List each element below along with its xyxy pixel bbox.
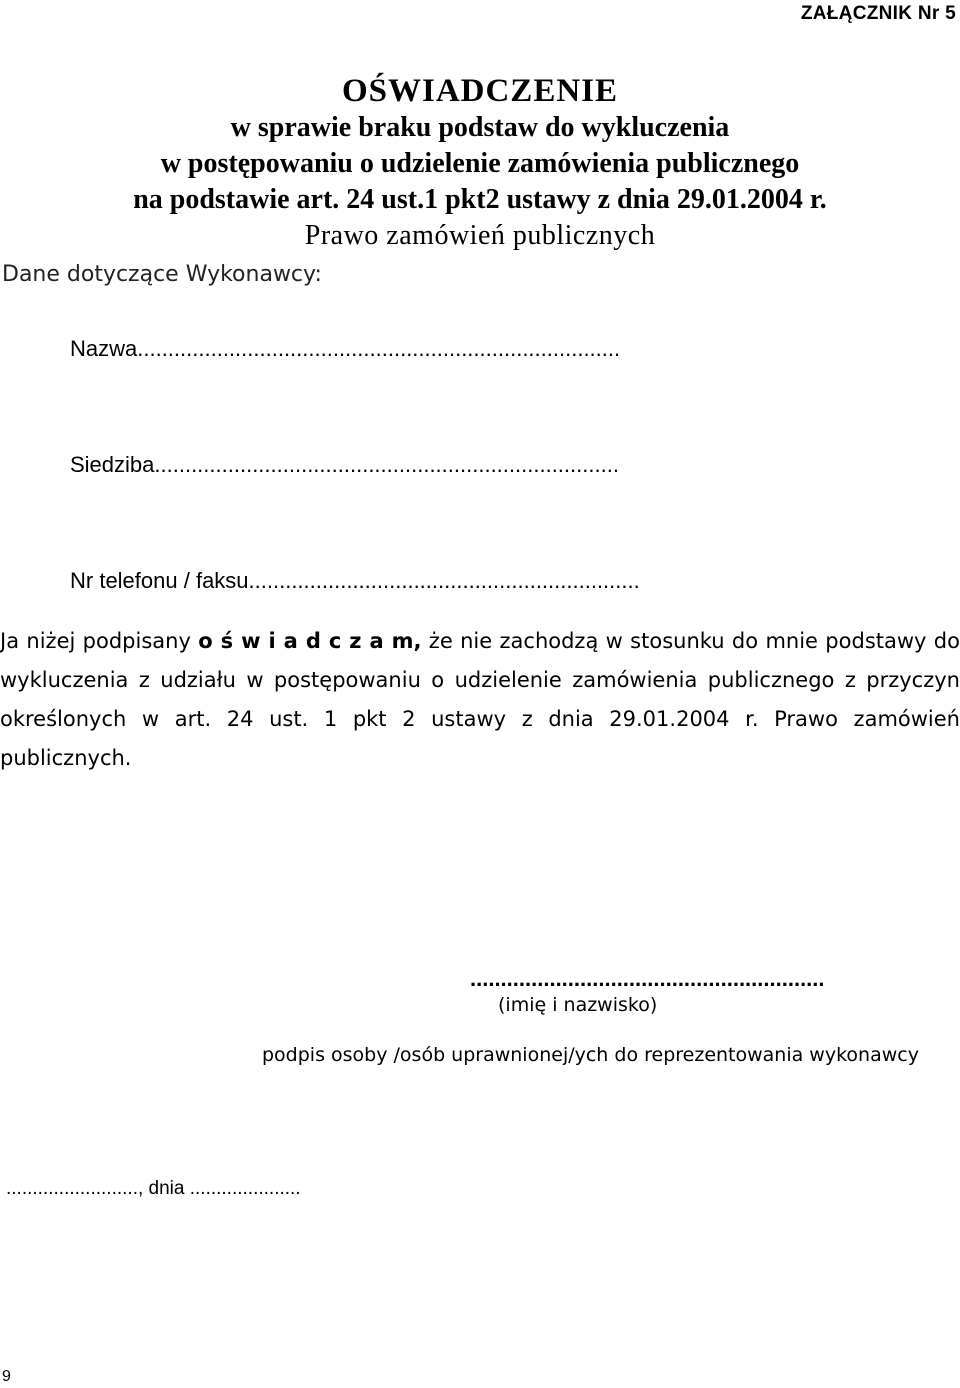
name-field: Nazwa...............................................................................	[70, 336, 621, 361]
signature-name-label: (imię i nazwisko)	[498, 994, 658, 1016]
title-line-1: w sprawie braku podstaw do wykluczenia	[230, 112, 730, 143]
phone-fax-field: Nr telefonu / faksu................................................................	[70, 568, 640, 593]
title-line-2: w postępowaniu o udzielenie zamówienia publicznego	[160, 148, 800, 179]
signature-line: ..........................................................	[470, 966, 825, 991]
signature-caption: podpis osoby /osób uprawnionej/ych do reprezentowania wykonawcy	[262, 1044, 919, 1066]
seat-field: Siedziba............................................................................	[70, 452, 619, 477]
contractor-heading: Dane dotyczące Wykonawcy:	[2, 262, 322, 287]
document-title	[0, 72, 960, 254]
declaration-emphasis: o ś w i a d c z a m,	[198, 629, 422, 653]
title-line-3: na podstawie art. 24 ust.1 pkt2 ustawy z dnia 29.01.2004 r.	[133, 184, 827, 215]
place-date-line: ........................., dnia .....................	[6, 1178, 301, 1199]
declaration-paragraph	[0, 622, 960, 778]
title-main: OŚWIADCZENIE	[341, 73, 619, 109]
declaration-body: że nie zachodzą w stosunku do mnie podstawy do wykluczenia z udziału w postępowaniu o udzielenie zamówienia publicznego z przyczyn określonych w art. 24 ust. 1 pkt 2 ustawy z dnia 29.01.2004 r. Prawo zamówień publicznych.	[0, 629, 960, 770]
annex-label: ZAŁĄCZNIK Nr 5	[800, 3, 956, 24]
page-number: 9	[2, 1368, 11, 1385]
title-line-4: Prawo zamówień publicznych	[304, 220, 656, 251]
declaration-intro: Ja niżej podpisany	[0, 629, 199, 653]
